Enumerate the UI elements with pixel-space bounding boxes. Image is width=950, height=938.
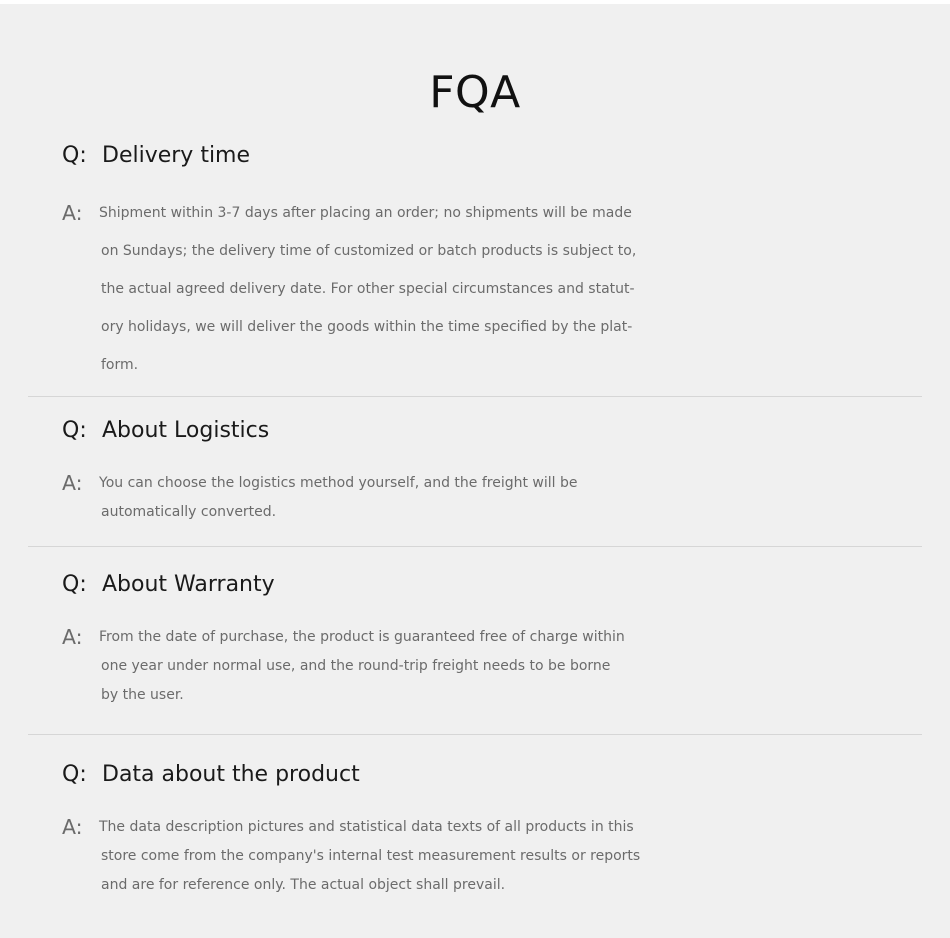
answer-line: Shipment within 3-7 days after placing an order; no shipments will be made (99, 205, 632, 221)
faq-question (62, 760, 902, 790)
answer-prefix: A: (62, 815, 83, 839)
faq-answer (62, 194, 902, 384)
faq-answer (62, 469, 902, 527)
section-divider (28, 546, 922, 547)
answer-line: From the date of purchase, the product is guaranteed free of charge within (99, 629, 625, 645)
question-prefix: Q: (62, 418, 87, 443)
faq-question (62, 416, 902, 446)
answer-line: the actual agreed delivery date. For other special circumstances and statut- (101, 281, 635, 297)
faq-question (62, 570, 902, 600)
faq-question (62, 141, 902, 171)
question-prefix: Q: (62, 762, 87, 787)
question-text: About Warranty (102, 572, 275, 597)
answer-prefix: A: (62, 625, 83, 649)
top-border (0, 0, 950, 4)
answer-prefix: A: (62, 471, 83, 495)
faq-item-data-about-product (62, 760, 902, 900)
faq-answer (62, 623, 902, 710)
answer-line: on Sundays; the delivery time of customized or batch products is subject to, (101, 243, 637, 259)
answer-line: one year under normal use, and the round-trip freight needs to be borne (101, 658, 611, 674)
faq-item-about-logistics (62, 416, 902, 527)
question-prefix: Q: (62, 572, 87, 597)
section-divider (28, 734, 922, 735)
answer-line: ory holidays, we will deliver the goods within the time specified by the plat- (101, 319, 633, 335)
question-text: Delivery time (102, 143, 251, 168)
question-prefix: Q: (62, 143, 87, 168)
answer-line: automatically converted. (101, 504, 277, 520)
faq-item-about-warranty (62, 570, 902, 710)
question-text: Data about the product (102, 762, 360, 787)
answer-line: store come from the company's internal test measurement results or reports (101, 848, 641, 864)
question-text: About Logistics (102, 418, 270, 443)
section-divider (28, 396, 922, 397)
faq-item-delivery-time (62, 141, 902, 384)
answer-line: form. (101, 357, 139, 373)
answer-prefix: A: (62, 201, 83, 225)
faq-answer (62, 813, 902, 900)
answer-line: The data description pictures and statistical data texts of all products in this (99, 819, 634, 835)
answer-line: and are for reference only. The actual object shall prevail. (101, 877, 506, 893)
answer-line: You can choose the logistics method yourself, and the freight will be (99, 475, 578, 491)
answer-line: by the user. (101, 687, 184, 703)
page-title: FQA (429, 67, 521, 118)
